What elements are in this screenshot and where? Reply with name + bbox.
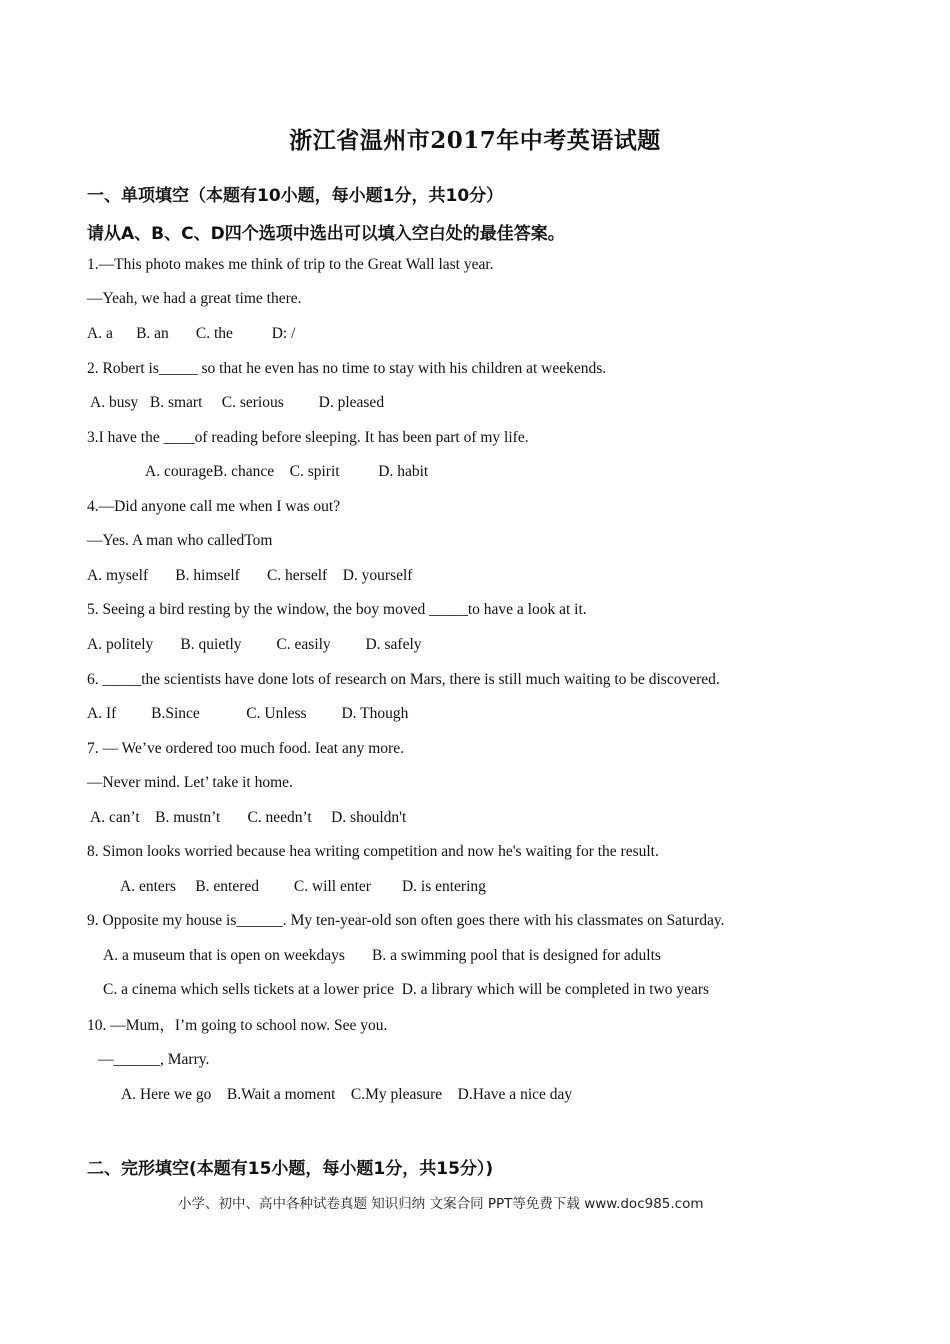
question-7-stem: 7. — We’ve ordered too much food. Ieat any more. [87,740,404,757]
question-6-options: A. If B.Since C. Unless D. Though [87,705,409,722]
question-10-reply: —______, Marry. [98,1051,210,1068]
question-7-reply: —Never mind. Let’ take it home. [87,774,293,791]
question-6-stem: 6. _____the scientists have done lots of research on Mars, there is still much waiting to be discovered. [87,671,720,688]
question-4-reply: —Yes. A man who calledTom [87,532,273,549]
question-3-options: A. courageB. chance C. spirit D. habit [145,463,429,480]
section2-heading: 二、完形填空(本题有15小题，每小题1分，共15分）) [87,1159,494,1179]
section1-instruction: 请从A、B、C、D四个选项中选出可以填入空白处的最佳答案。 [87,224,565,244]
question-4-stem: 4.—Did anyone call me when I was out? [87,498,341,515]
question-10-options: A. Here we go B.Wait a moment C.My pleasure D.Have a nice day [121,1086,573,1103]
question-1-stem: 1.—This photo makes me think of trip to the Great Wall last year. [87,256,494,273]
question-3-stem: 3.I have the ____of reading before sleeping. It has been part of my life. [87,429,529,446]
page-title: 浙江省温州市2017年中考英语试题 [289,127,661,154]
question-1-options: A. a B. an C. the D: / [87,325,296,342]
question-8-stem: 8. Simon looks worried because hea writing competition and now he's waiting for the result. [87,843,659,860]
question-5-options: A. politely B. quietly C. easily D. safely [87,636,422,653]
question-9-options-cd: C. a cinema which sells tickets at a lower price D. a library which will be completed in two years [103,981,710,998]
question-8-options: A. enters B. entered C. will enter D. is entering [120,878,486,895]
question-9-options-ab: A. a museum that is open on weekdays B. a swimming pool that is designed for adults [103,947,661,964]
question-7-options: A. can’t B. mustn’t C. needn’t D. shouldn't [87,809,407,826]
question-1-reply: —Yeah, we had a great time there. [87,290,302,307]
question-4-options: A. myself B. himself C. herself D. yourself [87,567,413,584]
page-footer: 小学、初中、高中各种试卷真题 知识归纳 文案合同 PPT等免费下载 www.doc985.com [178,1196,704,1212]
question-9-stem: 9. Opposite my house is______. My ten-year-old son often goes there with his classmates on Saturday. [87,912,725,929]
question-5-stem: 5. Seeing a bird resting by the window, the boy moved _____to have a look at it. [87,601,587,618]
section1-heading: 一、单项填空（本题有10小题，每小题1分，共10分） [87,186,504,206]
question-2-stem: 2. Robert is_____ so that he even has no time to stay with his children at weekends. [87,360,607,377]
question-10-stem: 10. —Mum，I’m going to school now. See you. [87,1017,388,1034]
question-2-options: A. busy B. smart C. serious D. pleased [87,394,385,411]
